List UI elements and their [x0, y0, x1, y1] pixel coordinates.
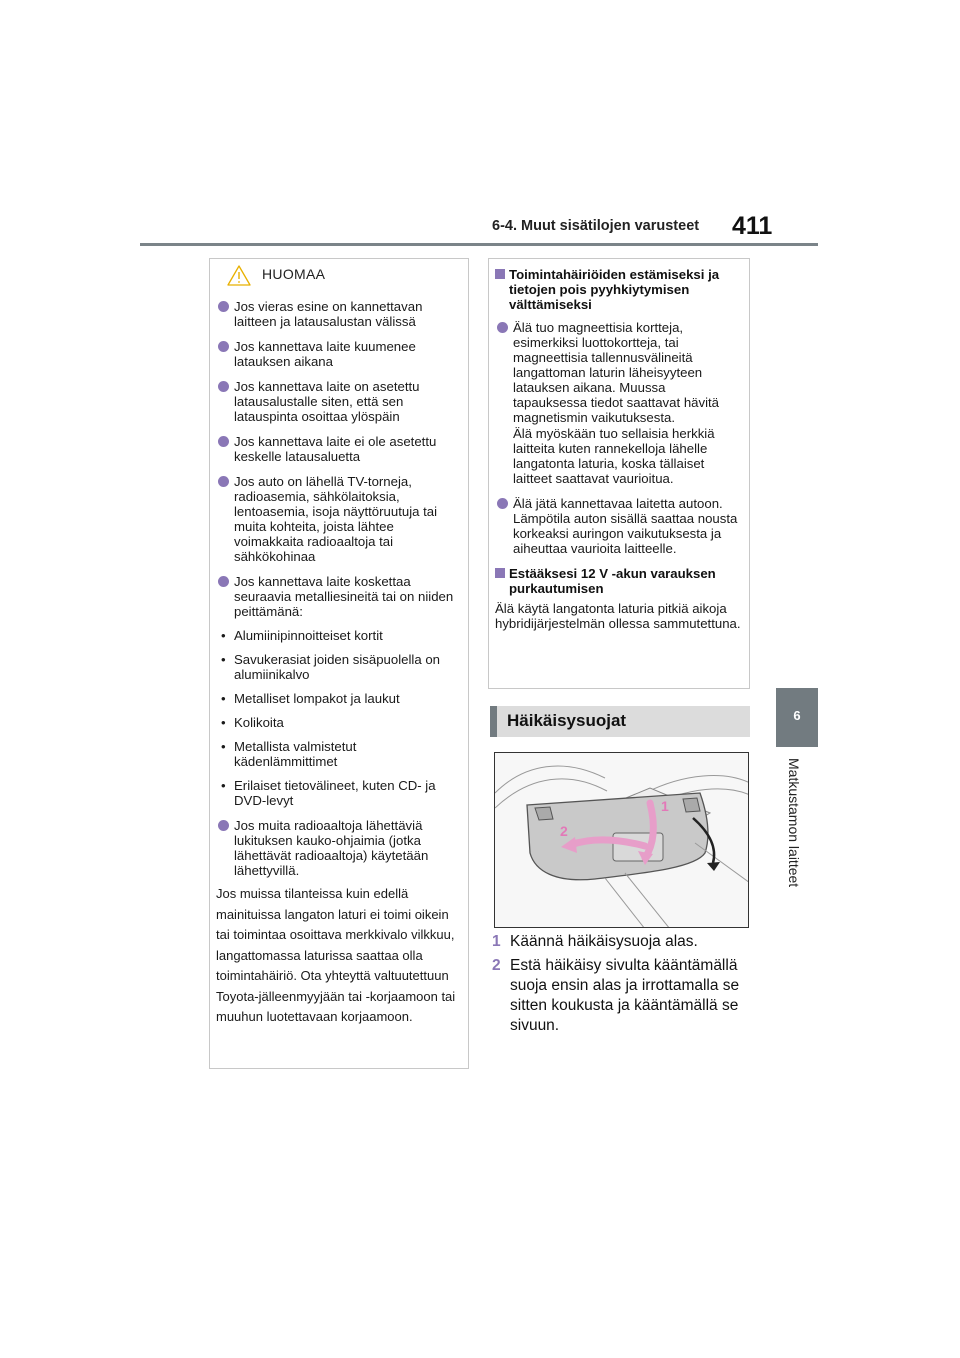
notice-bullet: Jos vieras esine on kannettavan laitteen ja latausalustan välissä [216, 299, 462, 329]
chapter-name: Matkustamon laitteet [786, 758, 802, 888]
section-heading-bar [490, 706, 750, 737]
step-text: Käännä häikäisysuoja alas. [510, 933, 698, 950]
notice-bullet: Jos auto on lähellä TV-torneja, radioasemia, sähkölaitoksia, lentoasemia, isoja näyttöruutuja tai muita kohteita, joista lähtee voimakkaita radioaaltoja tai sähkökohinaa [216, 474, 462, 564]
info-bullet: Älä tuo magneettisia kortteja, esimerkiksi luottokortteja, tai magneettisia tallennusvälineitä langattoman laturin läheisyyteen latauksen aikana. Muussa tapauksessa tiedot saattavat hävitä magnetismin vaikutuksesta. [495, 320, 743, 425]
callout-label-1: 1 [661, 798, 669, 814]
info-bullet: Älä jätä kannettavaa laitetta autoon. Lämpötila auton sisällä saattaa nousta korkeaksi auringon vaikutuksesta ja aiheuttaa vaurioita laitteelle. [495, 496, 743, 556]
step-text: Estä häikäisy sivulta kääntämällä suoja ensin alas ja irrottamalla se sitten koukusta ja kääntämällä se sivuun. [510, 957, 740, 1034]
section-title: Häikäisysuojat [507, 711, 627, 730]
sun-visor-illustration [494, 752, 749, 928]
notice-box [209, 258, 469, 1069]
notice-title: HUOMAA [262, 266, 326, 282]
bullet-dot-icon [218, 436, 229, 447]
notice-bullet: Jos muita radioaaltoja lähettäviä lukituksen kauko-ohjaimia (jotka lähettävät radioaaltoja) käytetään lähettyvillä. [216, 818, 462, 878]
notice-bullet: Jos kannettava laite koskettaa seuraavia metalliesineitä tai on niiden peittämänä: [216, 574, 462, 619]
step-number: 2 [492, 957, 501, 974]
bullet-dot-icon [218, 820, 229, 831]
bullet-dot-icon [497, 322, 508, 333]
notice-bullet: Jos kannettava laite ei ole asetettu keskelle latausaluetta [216, 434, 462, 464]
header-rule [140, 243, 818, 246]
notice-bullet: Jos kannettava laite kuumenee latauksen aikana [216, 339, 462, 369]
bullet-dot-icon [218, 576, 229, 587]
instruction-step [492, 956, 762, 1036]
info-bullet-continued: Älä myöskään tuo sellaisia herkkiä laitteita kuten rannekelloja lähelle langatonta laturia, koska tällaiset laitteet saattavat vaurioitua. [513, 426, 715, 486]
bullet-dot-icon [218, 381, 229, 392]
warning-triangle-icon [227, 265, 251, 286]
bullet-dot-icon [218, 476, 229, 487]
callout-label-2: 2 [560, 823, 568, 839]
notice-sub-item: • Metallista valmistetut kädenlämmittimet [221, 739, 357, 769]
square-bullet-icon [495, 568, 505, 578]
section-header-title: 6-4. Muut sisätilojen varusteet [492, 218, 700, 234]
notice-sub-item: • Erilaiset tietovälineet, kuten CD- ja DVD-levyt [221, 778, 436, 808]
notice-sub-item: • Kolikoita [221, 715, 284, 730]
notice-closing-text: Jos muissa tilanteissa kuin edellä mainituissa langaton laturi ei toimi oikein tai toimintaa osoittava merkkivalo vilkkuu, langattomassa laturissa saattaa olla toimintahäiriö. Ota yhteyttä valtuutettuun Toyota-jälleenmyyjään tai -korjaamoon tai muuhun luotettavaan korjaamoon. [216, 886, 456, 1024]
notice-sub-item: • Savukerasiat joiden sisäpuolella on alumiinikalvo [221, 652, 441, 682]
bullet-dot-icon [218, 301, 229, 312]
info-heading: Estääksesi 12 V -akun varauksen purkautumisen [495, 566, 743, 596]
page-number: 411 [732, 212, 773, 240]
bullet-dot-icon [497, 498, 508, 509]
step-number: 1 [492, 933, 501, 950]
chapter-number: 6 [793, 708, 801, 723]
notice-sub-item: • Alumiinipinnoitteiset kortit [221, 628, 383, 643]
info-box [488, 258, 750, 689]
notice-header [210, 261, 468, 289]
square-bullet-icon [495, 269, 505, 279]
notice-bullet: Jos kannettava laite on asetettu latausalustalle siten, että sen latauspinta osoittaa ylöspäin [216, 379, 462, 424]
chapter-tab [776, 688, 818, 747]
bullet-dot-icon [218, 341, 229, 352]
notice-sub-item: • Metalliset lompakot ja laukut [221, 691, 400, 706]
info-paragraph: Älä käytä langatonta laturia pitkiä aikoja hybridijärjestelmän ollessa sammutettuna. [495, 601, 741, 631]
instruction-step [492, 932, 762, 952]
info-heading: Toimintahäiriöiden estämiseksi ja tietojen pois pyyhkiytymisen välttämiseksi [495, 267, 743, 312]
sun-visor-drawing [495, 753, 749, 928]
